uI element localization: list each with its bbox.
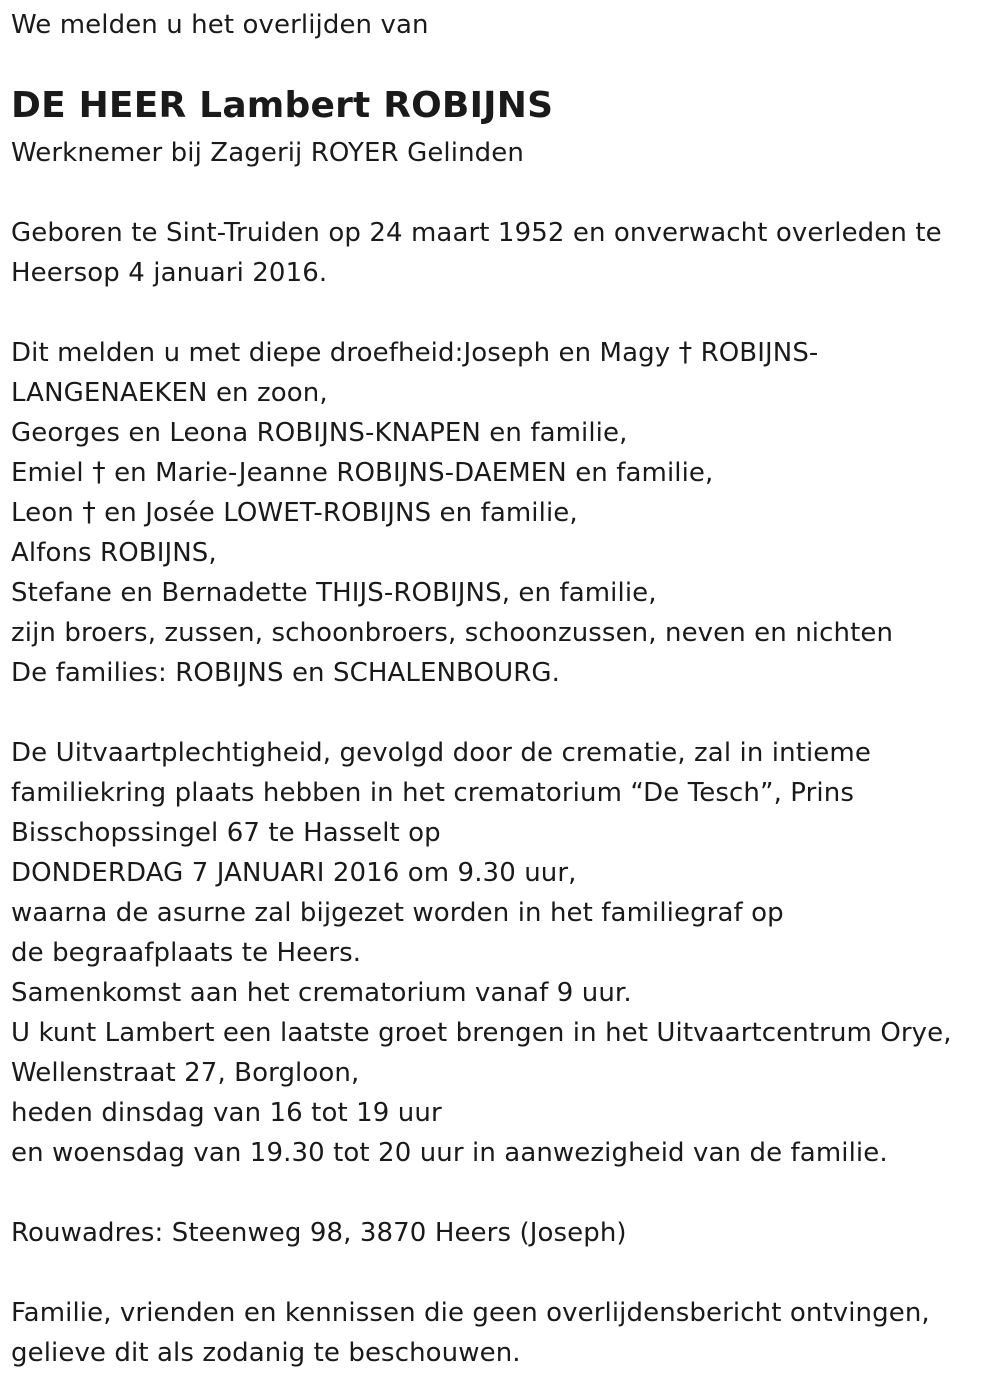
intro-text: We melden u het overlijden van (11, 10, 429, 40)
family-line-4 (11, 453, 713, 493)
family-line-5 (11, 493, 578, 533)
family-line-4-text: Emiel (11, 458, 84, 488)
cross-icon: † (678, 337, 693, 368)
funeral-line-5: waarna de asurne zal bijgezet worden in het familiegraf op (11, 898, 784, 928)
funeral-line-11: en woensdag van 19.30 tot 20 uur in aanwezigheid van de familie. (11, 1138, 888, 1168)
funeral-line-1: De Uitvaartplechtigheid, gevolgd door de crematie, zal in intieme (11, 738, 871, 768)
deceased-name: DE HEER Lambert ROBIJNS (11, 85, 554, 126)
family-line-3: Georges en Leona ROBIJNS-KNAPEN en familie, (11, 418, 628, 448)
family-line-9: De families: ROBIJNS en SCHALENBOURG. (11, 658, 561, 688)
family-line-6: Alfons ROBIJNS, (11, 538, 217, 568)
funeral-line-2: familiekring plaats hebben in het crematorium “De Tesch”, Prins (11, 778, 854, 808)
funeral-line-8: U kunt Lambert een laatste groet brengen in het Uitvaartcentrum Orye, (11, 1018, 952, 1048)
cross-icon: † (82, 497, 96, 528)
family-line-7: Stefane en Bernadette THIJS-ROBIJNS, en familie, (11, 578, 657, 608)
family-line-5-text: Leon (11, 498, 74, 528)
funeral-line-7: Samenkomst aan het crematorium vanaf 9 uur. (11, 978, 632, 1008)
family-line-4-text-end: en Marie-Jeanne ROBIJNS-DAEMEN en familie, (114, 458, 714, 488)
family-line-1-text: Dit melden u met diepe droefheid:Joseph en Magy (11, 338, 671, 368)
family-line-1 (11, 333, 818, 373)
closing-line-1: Familie, vrienden en kennissen die geen overlijdensbericht ontvingen, (11, 1298, 930, 1328)
funeral-line-3: Bisschopssingel 67 te Hasselt op (11, 818, 441, 848)
family-line-5-text-end: en Josée LOWET-ROBIJNS en familie, (104, 498, 578, 528)
birth-death-line-2: Heersop 4 januari 2016. (11, 258, 328, 288)
cross-icon: † (92, 457, 106, 488)
funeral-line-10: heden dinsdag van 16 tot 19 uur (11, 1098, 442, 1128)
family-line-8: zijn broers, zussen, schoonbroers, schoonzussen, neven en nichten (11, 618, 894, 648)
funeral-line-9: Wellenstraat 27, Borgloon, (11, 1058, 360, 1088)
family-line-1-text-end: ROBIJNS- (700, 338, 819, 368)
funeral-line-4: DONDERDAG 7 JANUARI 2016 om 9.30 uur, (11, 858, 577, 888)
birth-death-line-1: Geboren te Sint-Truiden op 24 maart 1952 en onverwacht overleden te (11, 218, 942, 248)
mourning-address: Rouwadres: Steenweg 98, 3870 Heers (Joseph) (11, 1218, 627, 1248)
deceased-occupation: Werknemer bij Zagerij ROYER Gelinden (11, 138, 524, 168)
funeral-line-6: de begraafplaats te Heers. (11, 938, 362, 968)
closing-line-2: gelieve dit als zodanig te beschouwen. (11, 1338, 521, 1368)
family-line-2: LANGENAEKEN en zoon, (11, 378, 328, 408)
